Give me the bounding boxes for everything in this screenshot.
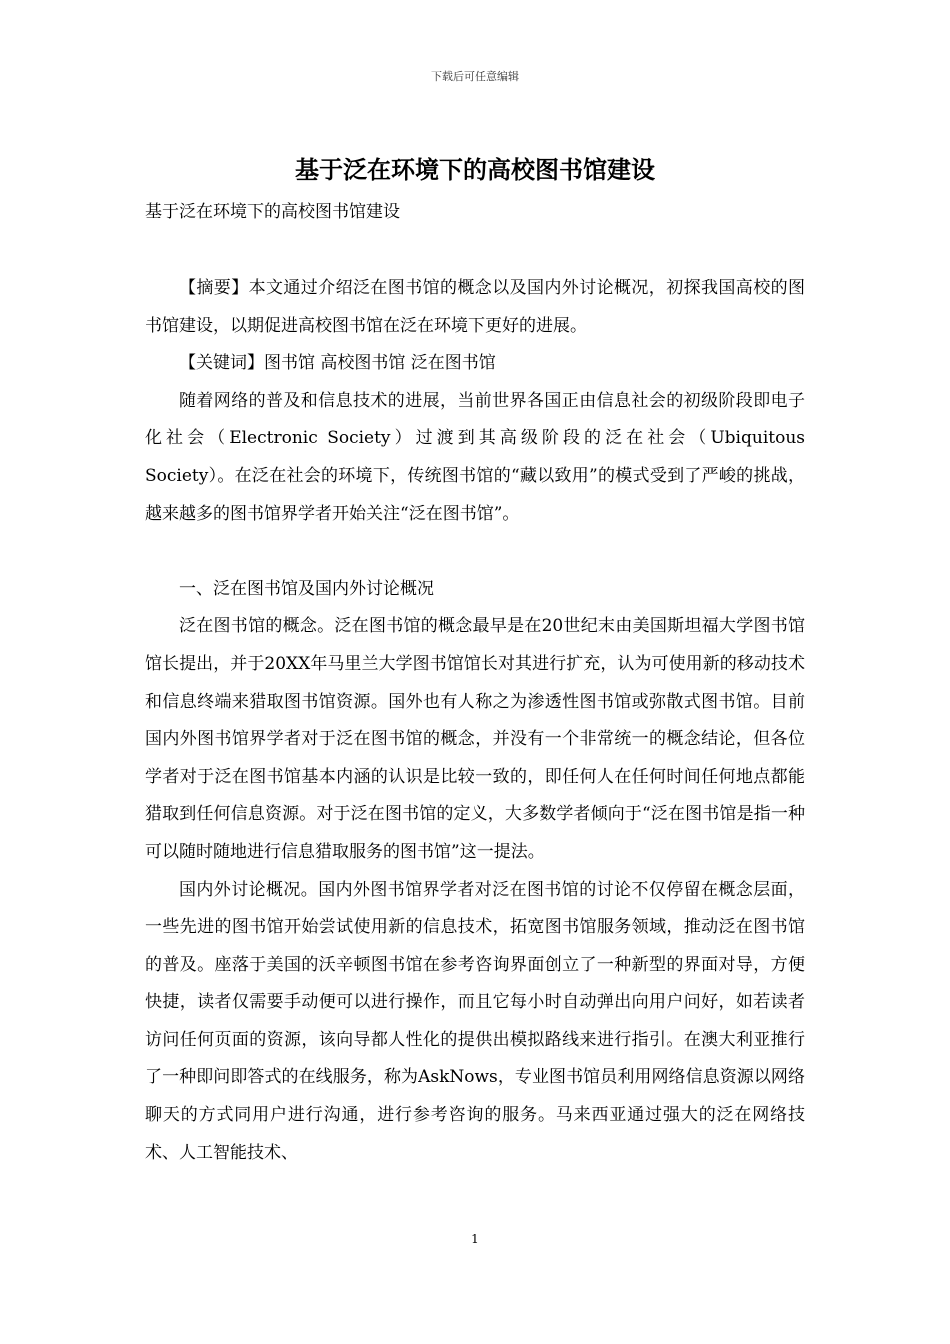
document-subtitle: 基于泛在环境下的高校图书馆建设 (145, 202, 400, 222)
research-paragraph: 国内外讨论概况。国内外图书馆界学者对泛在图书馆的讨论不仅停留在概念层面，一些先进的图书馆开始尝试使用新的信息技术，拓宽图书馆服务领域，推动泛在图书馆的普及。座落于美国的沃辛顿图书馆在参考咨询界面创立了一种新型的界面对导，方便快捷，读者仅需要手动便可以进行操作，而且它每小时自动弹出向用户问好，如若读者访问任何页面的资源，该向导都人性化的提供出模拟路线来进行指引。在澳大利亚推行了一种即问即答式的在线服务，称为AskNows，专业图书馆员利用网络信息资源以网络聊天的方式同用户进行沟通，进行参考咨询的服务。马来西亚通过强大的泛在网络技术、人工智能技术、 (145, 879, 805, 1163)
header-note: 下载后可任意编辑 (431, 70, 519, 83)
document-title: 基于泛在环境下的高校图书馆建设 (295, 155, 655, 184)
concept-paragraph: 泛在图书馆的概念。泛在图书馆的概念最早是在20世纪末由美国斯坦福大学图书馆馆长提出，并于20XX年马里兰大学图书馆馆长对其进行扩充，认为可使用新的移动技术和信息终端来猎取图书馆资源。国外也有人称之为渗透性图书馆或弥散式图书馆。目前国内外图书馆界学者对于泛在图书馆的概念，并没有一个非常统一的概念结论，但各位学者对于泛在图书馆基本内涵的认识是比较一致的，即任何人在任何时间任何地点都能猎取到任何信息资源。对于泛在图书馆的定义，大多数学者倾向于“泛在图书馆是指一种可以随时随地进行信息猎取服务的图书馆”这一提法。 (145, 616, 805, 862)
abstract-paragraph: 【摘要】本文通过介绍泛在图书馆的概念以及国内外讨论概况，初探我国高校的图书馆建设，以期促进高校图书馆在泛在环境下更好的进展。 (145, 278, 805, 336)
page-number: 1 (471, 1232, 479, 1246)
document-body (145, 270, 805, 1172)
keywords-paragraph: 【关键词】图书馆 高校图书馆 泛在图书馆 (179, 353, 496, 374)
section-heading: 一、泛在图书馆及国内外讨论概况 (179, 578, 434, 599)
intro-paragraph: 随着网络的普及和信息技术的进展，当前世界各国正由信息社会的初级阶段即电子化社会（Electronic Society）过渡到其高级阶段的泛在社会（Ubiquitous Society）。在泛在社会的环境下，传统图书馆的“藏以致用”的模式受到了严峻的挑战，越来越多的图书馆界学者开始关注“泛在图书馆”。 (145, 390, 805, 524)
